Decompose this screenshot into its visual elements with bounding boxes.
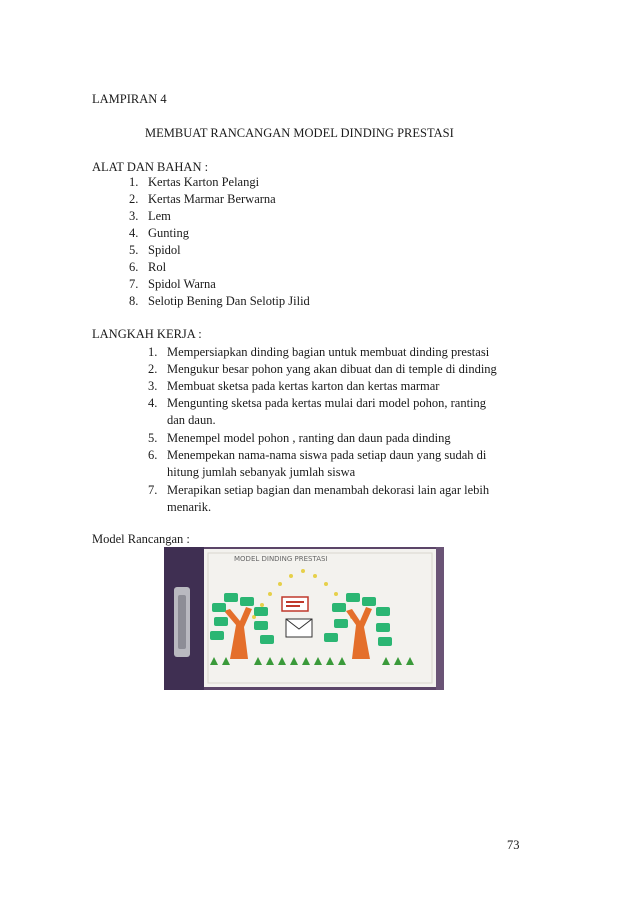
model-photo <box>164 547 444 690</box>
list-item <box>129 293 310 310</box>
item-text: Kertas Marmar Berwarna <box>148 192 276 206</box>
list-item <box>129 191 276 208</box>
item-number: 6. <box>148 448 158 462</box>
list-item <box>148 447 486 464</box>
item-text: Selotip Bening Dan Selotip Jilid <box>148 294 310 308</box>
list-item <box>148 361 497 378</box>
item-number: 1. <box>129 175 139 189</box>
item-text: Lem <box>148 209 171 223</box>
item-text: Kertas Karton Pelangi <box>148 175 260 189</box>
item-text: Mengukur besar pohon yang akan dibuat dan di temple di dinding <box>167 362 497 376</box>
item-number: 3. <box>148 379 158 393</box>
item-number: 7. <box>129 277 139 291</box>
item-number: 4. <box>129 226 139 240</box>
item-continuation: dan daun. <box>167 413 216 427</box>
center-card <box>282 597 308 611</box>
item-text: Spidol <box>148 243 181 257</box>
item-text: Menempekan nama-nama siswa pada setiap daun yang sudah di <box>167 448 487 462</box>
tools-heading: ALAT DAN BAHAN : <box>92 160 209 174</box>
board-title: MODEL DINDING PRESTASI <box>234 555 328 563</box>
list-item <box>148 430 451 447</box>
item-text: Merapikan setiap bagian dan menambah dekorasi lain agar lebih <box>167 483 490 497</box>
item-number: 1. <box>148 345 158 359</box>
item-number: 6. <box>129 260 139 274</box>
item-number: 4. <box>148 396 158 410</box>
item-number: 5. <box>129 243 139 257</box>
item-number: 8. <box>129 294 139 308</box>
page-title: MEMBUAT RANCANGAN MODEL DINDING PRESTASI <box>145 126 454 140</box>
item-text: Gunting <box>148 226 189 240</box>
list-item <box>148 395 486 412</box>
list-item <box>129 276 216 293</box>
list-item <box>129 225 189 242</box>
item-continuation: menarik. <box>167 500 212 514</box>
item-text: Membuat sketsa pada kertas karton dan kertas marmar <box>167 379 440 393</box>
list-item <box>129 208 171 225</box>
item-continuation: hitung jumlah sebanyak jumlah siswa <box>167 465 356 479</box>
model-board-illustration <box>164 547 444 690</box>
appendix-label: LAMPIRAN 4 <box>92 92 167 106</box>
list-item <box>148 482 489 499</box>
item-text: Mempersiapkan dinding bagian untuk membuat dinding prestasi <box>167 345 490 359</box>
board <box>204 549 436 687</box>
steps-heading: LANGKAH KERJA : <box>92 327 202 341</box>
item-text: Rol <box>148 260 167 274</box>
item-number: 3. <box>129 209 139 223</box>
list-item <box>129 242 181 259</box>
item-number: 2. <box>148 362 158 376</box>
item-text: Mengunting sketsa pada kertas mulai dari model pohon, ranting <box>167 396 487 410</box>
item-text: Spidol Warna <box>148 277 216 291</box>
list-item <box>129 259 166 276</box>
list-item <box>148 378 439 395</box>
item-text: Menempel model pohon , ranting dan daun pada dinding <box>167 431 451 445</box>
list-item <box>148 344 489 361</box>
list-item <box>129 174 259 191</box>
item-number: 5. <box>148 431 158 445</box>
item-number: 7. <box>148 483 158 497</box>
model-label: Model Rancangan : <box>92 532 190 546</box>
page-number: 73 <box>507 838 520 852</box>
item-number: 2. <box>129 192 139 206</box>
